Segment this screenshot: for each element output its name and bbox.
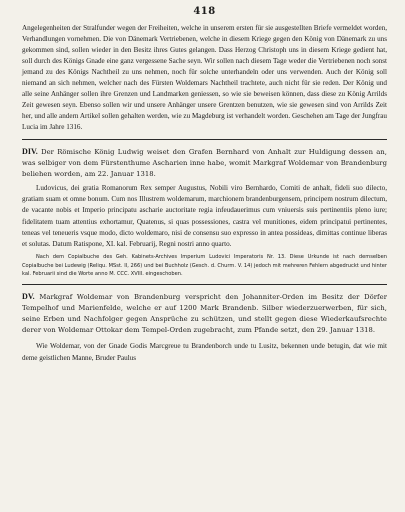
source-note: Nach dem Copialbuche des Geh. Kabinets-Archives Imperium Ludovici Imperatoris Nr. 13. Diese Urkunde ist nach demselben Copialbuche bei Ludewig (Reliqu. MSst. II, 266) und bei Buchholz (Gesch. d. Churm. V. 14) jedoch mit mehreren Fehlern abgedruckt und hinter kal. Februarii sind die Worte anno M. CCC. XVIII. eingeschoben. [22,254,387,278]
page-number: 418 [193,6,216,17]
section-number: DV. [22,292,35,302]
latin-charter-text: Ludovicus, dei gratia Romanorum Rex semper Augustus, Nobili viro Bernhardo, Comiti de anhalt, fideli suo dilecto, gratiam suam et omne bonum. Cum nos Illustrem woldemarum, marchionem brandenburgensem, principem nostrum dilectum, de vacante nobis et Imperio principatu ascharie auctoritate regia infeudauerimus cum vniuersis suis pertinentiis pleno iure; fidelitatem tuam attentius exhortamur, Quatenus, si quas possessiones, castra vel munitiones, eidem principatui pertinentes, teneas vel teneueris vsque modo, dicto woldemaro, nisi de consensu suo expresso in antea possideas, dimittas continue liberas et solutas. Datum Ratispone, XI. kal. Februarij, Regni nostri anno quarto. [22,184,387,249]
section-divider [22,284,387,285]
section-heading-text: Markgraf Woldemar von Brandenburg verspricht den Johanniter-Orden im Besitz der Dörfer Tempelhof und Marienfelde, welche er auf 1200 Mark Brandenb. Silber wiederzuerwerben, für sich, seine Erben und Nachfolger gegen Ansprüche zu schützen, und stellt gegen diese Wiederkaufsrechte derer von Woldemar Ottokar dem Tempel-Orden zugebracht, zum Pfande setzt, den 29. Januar 1318. [22,293,387,335]
section-divider [22,139,387,140]
section-heading-dv [22,291,387,336]
paragraph-continued: Angelegenheiten der Stralfunder wegen der Freiheiten, welche in unserem ersten für sie ausgestellten Briefe vermeldet worden, Verhandlungen vornehmen. Die von Dänemark Vertriebenen, welche in diesem Kriege gegen den König von Dänemark zu uns gekommen sind, sollen wieder in den Besitz ihres Gutes gelangen. Dass Herzog Christoph uns in diesem Kriege gedient hat, soll durch des Königs Gnade eine ganz vergessene Sache seyn. Wir sollen nach diesem Tage weder die Vertriebenen noch sonst jemand zu des Königs Nachtheil zu uns nehmen, noch für solche unterhandeln oder uns verwenden. Auch der König soll niemand an sich nehmen, welcher nach des Fürsten Woldemars Nachtheil trachtete, auch nicht für sie reden. Der König und alle seine Anhänger sollen ihre Grenzen und Landmarken geniessen, so wie sie beweisen können, dass diese zu König Arrilds Zeit gewesen seyn. Ebenso sollen wir und unsere Anhänger unsere Grentzen benutzen, wie sie gewesen sind von Arrilds Zeit her, und alle andern Artikel sollen gehalten werden, wie zu Magdeburg ist verhandelt worden. Geschehen am Tage der Jungfrau Lucia im Jahre 1316. [22,24,387,131]
charter-opening-text: Wie Woldemar, von der Gnade Godis Marcgreue tu Brandenborch unde tu Lusitz, bekennen unde betugin, dat wie mit deme geistlichen Manne, Bruder Paulus [22,342,387,362]
section-heading-div [22,146,387,180]
section-number: DIV. [22,147,38,156]
section-heading-text: Der Römische König Ludwig weiset den Grafen Bernhard von Anhalt zur Huldigung dessen an, was selbiger von dem Fürstenthume Ascharien inne habe, womit Markgraf Woldemar von Brandenburg beliehen worden, am 22. Januar 1318. [22,148,387,178]
